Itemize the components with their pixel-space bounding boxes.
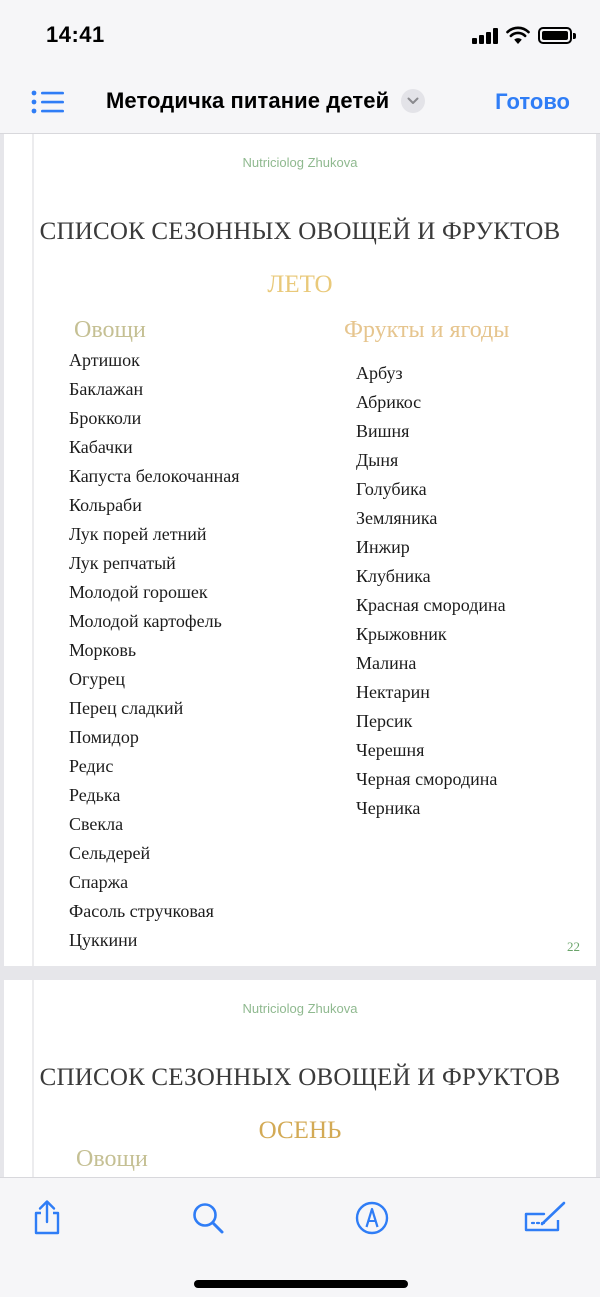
- fruit-item: Земляника: [356, 508, 438, 528]
- fruit-item: Нектарин: [356, 682, 430, 702]
- document-viewer[interactable]: [0, 134, 600, 1177]
- fruit-item: Черная смородина: [356, 769, 498, 789]
- fruit-item: Клубника: [356, 566, 431, 586]
- vegetables-column-title: Овощи: [76, 1146, 148, 1172]
- pdf-page: [4, 980, 596, 1177]
- vegetable-item: Баклажан: [69, 379, 144, 399]
- signature-icon[interactable]: [522, 1198, 568, 1238]
- vegetable-item: Лук порей летний: [69, 524, 207, 544]
- vegetable-item: Перец сладкий: [69, 698, 184, 718]
- fruit-item: Персик: [356, 711, 413, 731]
- fruit-item: Малина: [356, 653, 417, 673]
- season-title: ОСЕНЬ: [258, 1117, 342, 1144]
- cellular-signal-icon: [472, 28, 498, 44]
- page-margin-line: [32, 134, 34, 966]
- document-title-menu[interactable]: [106, 88, 425, 114]
- vegetable-item: Молодой горошек: [69, 582, 208, 602]
- list-icon[interactable]: [30, 88, 66, 116]
- vegetable-item: Молодой картофель: [69, 611, 222, 631]
- vegetable-item: Кольраби: [69, 495, 142, 515]
- vegetable-item: Редька: [69, 785, 121, 805]
- page-author: Nutriciolog Zhukova: [242, 1001, 358, 1016]
- document-title: Методичка питание детей: [106, 88, 390, 113]
- page-number: 22: [567, 939, 580, 954]
- done-button[interactable]: Готово: [495, 89, 570, 114]
- status-bar: [0, 0, 600, 72]
- fruit-item: Красная смородина: [356, 595, 506, 615]
- wifi-icon: [506, 25, 530, 45]
- fruits-column-title: Фрукты и ягоды: [344, 317, 510, 343]
- fruit-item: Инжир: [356, 537, 410, 557]
- page-heading: СПИСОК СЕЗОННЫХ ОВОЩЕЙ И ФРУКТОВ: [39, 1064, 561, 1091]
- search-icon[interactable]: [188, 1198, 228, 1238]
- vegetable-item: Капуста белокочанная: [69, 466, 240, 486]
- chevron-down-icon[interactable]: [401, 89, 425, 113]
- fruit-item: Крыжовник: [356, 624, 447, 644]
- vegetable-item: Кабачки: [69, 437, 133, 457]
- vegetable-item: Фасоль стручковая: [69, 901, 214, 921]
- vegetable-item: Помидор: [69, 727, 139, 747]
- pdf-page: [4, 134, 596, 966]
- navigation-bar: [0, 72, 600, 134]
- fruit-item: Абрикос: [356, 392, 422, 412]
- status-time: 14:41: [46, 22, 105, 47]
- vegetable-item: Артишок: [69, 350, 140, 370]
- vegetable-item: Сельдерей: [69, 843, 151, 863]
- vegetable-item: Редис: [69, 756, 114, 776]
- vegetable-item: Морковь: [69, 640, 137, 660]
- vegetable-item: Огурец: [69, 669, 126, 689]
- vegetable-item: Лук репчатый: [69, 553, 176, 573]
- vegetable-item: Спаржа: [69, 872, 129, 892]
- fruit-item: Вишня: [356, 421, 410, 441]
- home-indicator: [194, 1280, 408, 1288]
- vegetable-item: Брокколи: [69, 408, 142, 428]
- fruit-item: Дыня: [356, 450, 399, 470]
- fruit-item: Черешня: [356, 740, 425, 760]
- vegetables-column-title: Овощи: [74, 317, 146, 343]
- page-author: Nutriciolog Zhukova: [242, 155, 358, 170]
- markup-icon[interactable]: [352, 1198, 392, 1238]
- vegetable-item: Цуккини: [69, 930, 138, 950]
- season-title: ЛЕТО: [267, 271, 333, 298]
- fruit-item: Голубика: [356, 479, 427, 499]
- bottom-toolbar: [0, 1177, 600, 1297]
- page-heading: СПИСОК СЕЗОННЫХ ОВОЩЕЙ И ФРУКТОВ: [39, 218, 561, 245]
- vegetable-item: Свекла: [69, 814, 124, 834]
- battery-icon: [538, 27, 572, 44]
- fruit-item: Арбуз: [356, 363, 403, 383]
- share-icon[interactable]: [27, 1198, 67, 1238]
- fruit-item: Черника: [356, 798, 421, 818]
